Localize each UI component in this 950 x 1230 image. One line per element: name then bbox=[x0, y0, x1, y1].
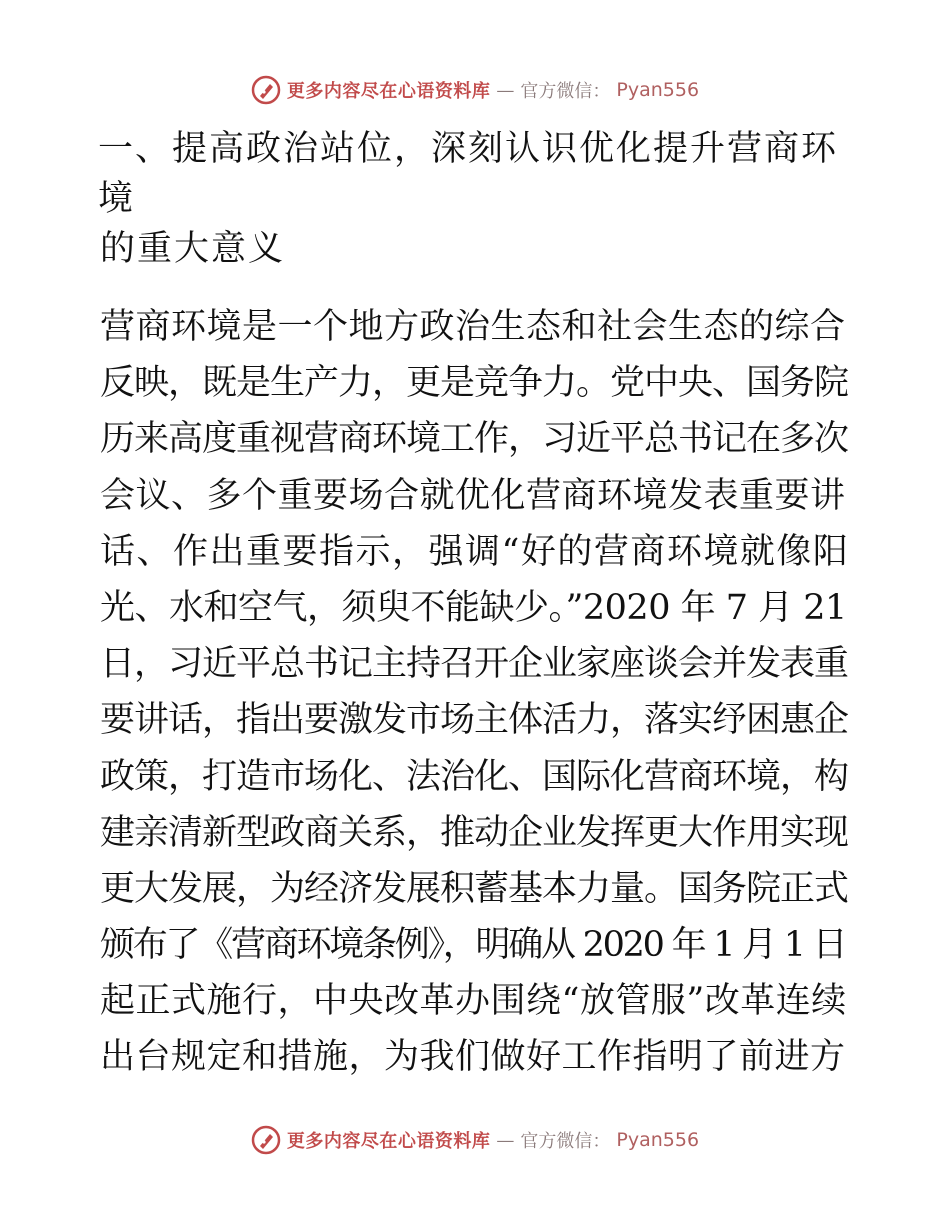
paragraph bbox=[100, 299, 850, 1086]
paragraph-line: 要讲话，指出要激发市场主体活力，落实纾困惠企 bbox=[100, 700, 849, 741]
paragraph-line: 起正式施行，中央改革办围绕“放管服”改革连续 bbox=[100, 981, 847, 1022]
header-watermark bbox=[0, 72, 950, 108]
watermark-brand: 更多内容尽在心语资料库 bbox=[286, 81, 491, 102]
paragraph-line: 光、水和空气，须臾不能缺少。”2020 年 7 月 21 bbox=[100, 587, 847, 628]
paragraph-line: 营商环境是一个地方政治生态和社会生态的综合 bbox=[100, 307, 846, 347]
watermark-wechat-id: Pyan556 bbox=[616, 1129, 700, 1151]
watermark-wechat-id: Pyan556 bbox=[616, 79, 700, 101]
watermark-separator: — bbox=[496, 79, 515, 101]
paragraph-line: 政策，打造市场化、法治化、国际化营商环境，构 bbox=[100, 756, 849, 797]
section-heading bbox=[100, 124, 850, 274]
paragraph-line: 建亲清新型政商关系，推动企业发挥更大作用实现 bbox=[100, 812, 849, 853]
paragraph-line: 更大发展，为经济发展积蓄基本力量。国务院正式 bbox=[100, 868, 849, 909]
document-body bbox=[100, 124, 850, 1086]
watermark-separator: — bbox=[496, 1129, 515, 1151]
paragraph-line: 历来高度重视营商环境工作，习近平总书记在多次 bbox=[100, 419, 849, 460]
paragraph-line: 会议、多个重要场合就优化营商环境发表重要讲 bbox=[100, 475, 846, 516]
paragraph-line: 话、作出重要指示，强调“好的营商环境就像阳 bbox=[100, 531, 850, 572]
pen-nib-icon bbox=[251, 75, 281, 105]
pen-nib-icon bbox=[251, 1125, 281, 1155]
watermark-official: 官方微信： bbox=[520, 1131, 611, 1152]
heading-line: 的重大意义 bbox=[100, 229, 286, 269]
paragraph-line: 颁布了《营商环境条例》，明确从 2020 年 1 月 1 日 bbox=[100, 925, 846, 966]
footer-watermark bbox=[0, 1122, 950, 1158]
heading-line: 一、提高政治站位，深刻认识优化提升营商环境 bbox=[98, 129, 839, 219]
paragraph-line: 出台规定和措施，为我们做好工作指明了前进方 bbox=[100, 1037, 846, 1078]
watermark-official: 官方微信： bbox=[520, 81, 611, 102]
watermark-brand: 更多内容尽在心语资料库 bbox=[286, 1131, 491, 1152]
paragraph-line: 日，习近平总书记主持召开企业家座谈会并发表重 bbox=[100, 644, 849, 685]
paragraph-line: 反映，既是生产力，更是竞争力。党中央、国务院 bbox=[100, 363, 849, 404]
